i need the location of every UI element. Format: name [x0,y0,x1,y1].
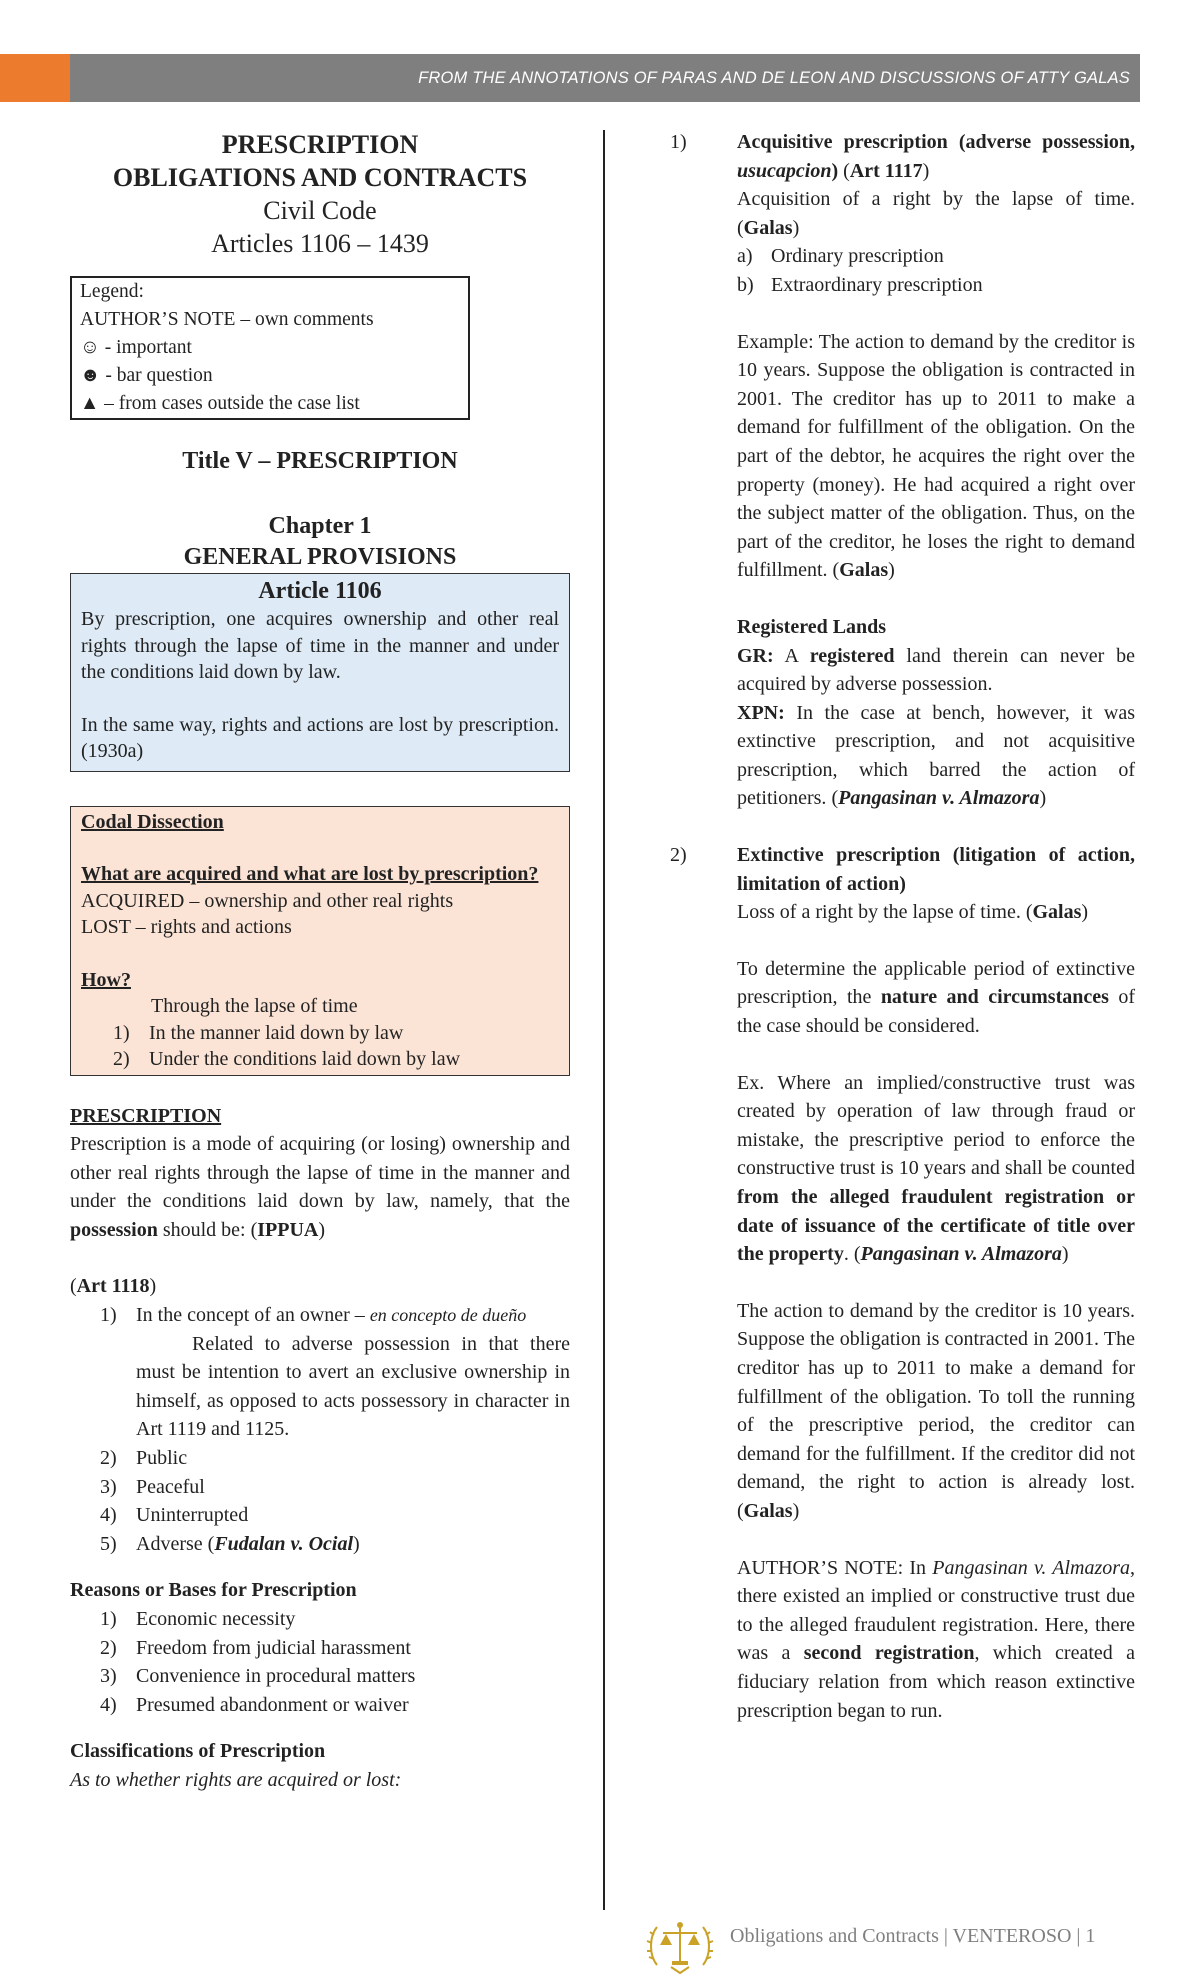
legend-item: AUTHOR’S NOTE – own comments [80,309,374,330]
footer-text: Obligations and Contracts | VENTEROSO | 1 [730,1925,1096,1947]
authors-note: AUTHOR’S NOTE: In Pangasinan v. Almazora, there existed an implied or constructive trust due to the alleged fraudulent registration. Here, there was a second registration, which created a fiduciary relation from which reason extinctive prescription began to run. [737,1556,1136,1722]
legend-item: ▲ – from cases outside the case list [80,393,360,414]
list-item: 3) Convenience in procedural matters [100,1665,416,1688]
list-item: 3) Peaceful [100,1475,205,1498]
page-footer [645,1915,1145,1965]
prescription-definition: Prescription is a mode of acquiring (or losing) ownership and other real rights through the lapse of time in the manner and under the conditions laid down by law, namely, that the possession should be: (IPPUA) [70,1133,570,1241]
codal-question: What are acquired and what are lost by prescription? [81,863,539,885]
codal-heading: Codal Dissection [81,810,224,833]
general-rule: GR: A registered land therein can never be acquired by adverse possession. [737,644,1136,696]
title-line-2: OBLIGATIONS AND CONTRACTS [112,163,528,192]
column-divider [603,130,605,1910]
title-line-4: Articles 1106 – 1439 [211,229,429,258]
list-item: 2) Under the conditions laid down by law [113,1048,461,1070]
classifications-subheading: As to whether rights are acquired or lost: [70,1768,402,1791]
extinctive-heading: Extinctive prescription (litigation of action, limitation of action) [737,844,1135,895]
left-column [70,128,570,1795]
right-column [670,128,1136,1725]
list-item: 2) Public [100,1447,188,1470]
extinctive-paragraph: The action to demand by the creditor is 10 years. Suppose the obligation is contracted in 2001. The creditor has up to 2011 to make a demand for fulfillment of the obligation. To toll the running of the prescriptive period, the creditor can demand for the fulfillment. If the creditor did not demand, the right to action is already lost. (Galas) [737,1299,1135,1522]
reasons-list [70,1605,570,1719]
legend-label: Legend: [80,281,144,302]
section-number: 2) [670,844,687,867]
list-item: 5) Adverse (Fudalan v. Ocial) [100,1532,360,1555]
extinctive-section [670,841,1136,1725]
list-item-detail: Related to adverse possession in that there must be intention to avert an exclusive ownership in himself, as opposed to acts possessory in character in Art 1119 and 1125. [136,1332,570,1441]
codal-how: How? [81,968,131,991]
chapter-heading: Chapter 1 [268,513,372,539]
list-item: 4) Presumed abandonment or waiver [100,1693,409,1716]
title-line-1: PRESCRIPTION [221,130,419,159]
list-item: 1) In the manner laid down by law [113,1021,404,1044]
list-item: 2) Freedom from judicial harassment [100,1636,411,1659]
title-v-heading: Title V – PRESCRIPTION [182,448,458,474]
reasons-heading: Reasons or Bases for Prescription [70,1579,357,1602]
art-1118-ref: (Art 1118) [70,1275,157,1298]
extinctive-definition: Loss of a right by the lapse of time. (Galas) [737,901,1089,924]
classifications-heading: Classifications of Prescription [70,1740,326,1763]
article-paragraph: In the same way, rights and actions are lost by prescription. (1930a) [81,713,559,762]
list-item: 4) Uninterrupted [100,1504,249,1527]
section-number: 1) [670,131,687,153]
prescription-heading: PRESCRIPTION [70,1104,222,1127]
acquisitive-heading: Acquisitive prescription (adverse possession, [737,131,1135,153]
legend-item: ☺ - important [80,337,192,358]
document-title [70,128,570,260]
extinctive-paragraph: To determine the applicable period of extinctive prescription, the nature and circumstances of the case should be considered. [737,957,1136,1038]
codal-acquired: ACQUIRED – ownership and other real rights [81,889,454,912]
list-item: 1) Economic necessity [100,1608,296,1630]
article-paragraph: By prescription, one acquires ownership and other real rights through the lapse of time in the manner and under the conditions laid down by law. [81,608,559,683]
registered-lands-heading: Registered Lands [737,615,887,638]
header-banner: FROM THE ANNOTATIONS OF PARAS AND DE LEON AND DISCUSSIONS OF ATTY GALAS [70,54,1140,102]
acquisitive-section [670,128,1136,813]
header-accent-block [0,54,70,102]
exception: XPN: In the case at bench, however, it was extinctive prescription, and not acquisitive prescription, which barred the action of petitioners. (Pangasinan v. Almazora) [737,701,1136,810]
requisites-list [70,1301,570,1558]
legend-item: ☻ - bar question [80,365,213,386]
chapter-subheading: GENERAL PROVISIONS [183,544,457,570]
acquisitive-heading-cont: usucapcion) (Art 1117) [737,159,930,182]
list-item: a) Ordinary prescription [737,245,944,268]
codal-dissection-box [70,806,570,1076]
article-1106-box [70,573,570,772]
list-item: 1) In the concept of an owner – en concepto de dueño [100,1304,527,1327]
scales-of-justice-logo [645,1915,715,1977]
extinctive-example: Ex. Where an implied/constructive trust was created by operation of law through fraud or mistake, the prescriptive period to enforce the constructive trust is 10 years and shall be counted from the alleged fraudulent registration or date of issuance of the certificate of title over the property. (Pangasinan v. Almazora) [737,1071,1135,1266]
acquisitive-example: Example: The action to demand by the creditor is 10 years. Suppose the obligation is contracted in 2001. The creditor has up to 2011 to make a demand for fulfillment of the obligation. On the part of the debtor, he acquires the right over the property (money). He had acquired a right over the subject matter of the obligation. Thus, on the part of the creditor, he loses the right to demand fulfillment. (Galas) [737,330,1135,582]
article-title: Article 1106 [258,578,382,604]
acquisitive-definition: Acquisition of a right by the lapse of time. (Galas) [737,188,1135,239]
codal-through: Through the lapse of time [151,995,358,1017]
codal-lost: LOST – rights and actions [81,916,292,938]
list-item: b) Extraordinary prescription [737,273,983,296]
title-line-3: Civil Code [263,196,377,225]
legend-box [70,276,470,420]
